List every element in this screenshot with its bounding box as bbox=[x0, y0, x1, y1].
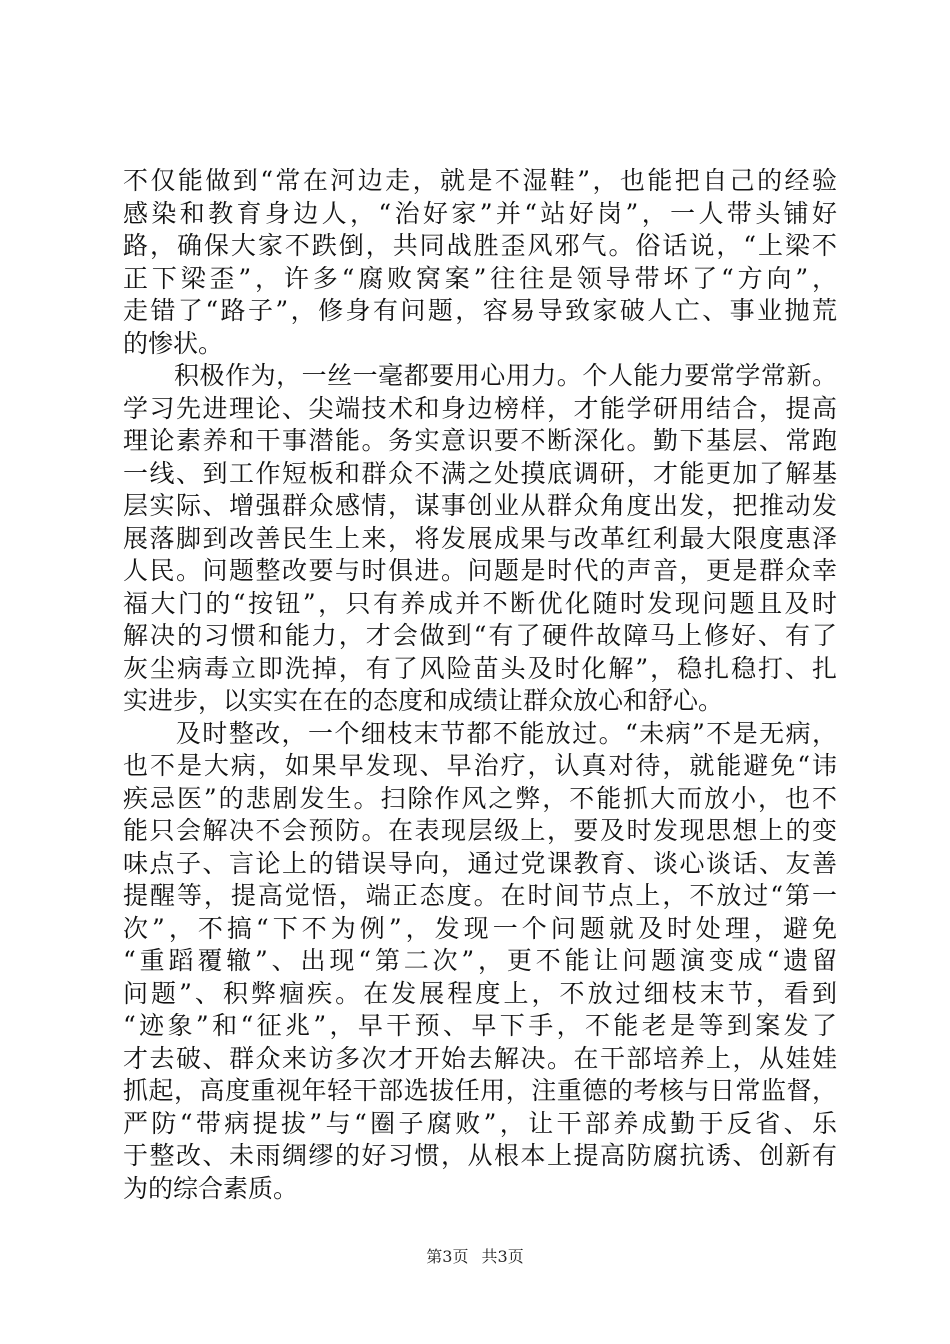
text-line: 也不是大病，如果早发现、早治疗，认真对待，就能避免“讳 bbox=[123, 751, 837, 780]
text-line: 味点子、言论上的错误导向，通过党课教育、谈心谈话、友善 bbox=[123, 848, 837, 878]
text-line: 严防“带病提拔”与“圈子腐败”，让干部养成勤于反省、乐 bbox=[123, 1108, 837, 1138]
text-line: 展落脚到改善民生上来，将发展成果与改革红利最大限度惠泽 bbox=[123, 523, 837, 553]
text-line: 的惨状。 bbox=[123, 328, 224, 358]
text-line: “迹象”和“征兆”，早干预、早下手，不能老是等到案发了 bbox=[123, 1011, 837, 1040]
page-number: 第3页 bbox=[426, 1247, 469, 1266]
text-line: 问题”、积弊痼疾。在发展程度上，不放过细枝末节，看到 bbox=[123, 978, 837, 1008]
text-line: 正下梁歪”，许多“腐败窝案”往往是领导带坏了“方向”， bbox=[123, 263, 837, 293]
text-line: 抓起，高度重视年轻干部选拔任用，注重德的考核与日常监督， bbox=[123, 1076, 837, 1105]
text-line: 次”，不搞“下不为例”，发现一个问题就及时处理，避免 bbox=[123, 913, 837, 943]
text-line: 路，确保大家不跌倒，共同战胜歪风邪气。俗话说，“上梁不 bbox=[123, 231, 837, 260]
page-total: 共3页 bbox=[481, 1247, 524, 1266]
text-line: 福大门的“按钮”，只有养成并不断优化随时发现问题且及时 bbox=[123, 588, 837, 618]
text-line: 解决的习惯和能力，才会做到“有了硬件故障马上修好、有了 bbox=[123, 621, 837, 650]
text-line: 及时整改，一个细枝末节都不能放过。“未病”不是无病， bbox=[123, 718, 837, 748]
text-line: 于整改、未雨绸缪的好习惯，从根本上提高防腐抗诱、创新有 bbox=[123, 1141, 837, 1170]
text-line: 积极作为，一丝一毫都要用心用力。个人能力要常学常新。 bbox=[123, 361, 837, 390]
document-body bbox=[123, 165, 837, 1205]
text-line: 走错了“路子”，修身有问题，容易导致家破人亡、事业抛荒 bbox=[123, 296, 837, 325]
text-line: 疾忌医”的悲剧发生。扫除作风之弊，不能抓大而放小，也不 bbox=[123, 783, 837, 813]
text-line: 灰尘病毒立即洗掉，有了风险苗头及时化解”，稳扎稳打、扎 bbox=[123, 653, 837, 683]
text-line: 理论素养和干事潜能。务实意识要不断深化。勤下基层、常跑 bbox=[123, 426, 837, 455]
text-line: 人民。问题整改要与时俱进。问题是时代的声音，更是群众幸 bbox=[123, 556, 837, 585]
text-line: 才去破、群众来访多次才开始去解决。在干部培养上，从娃娃 bbox=[123, 1043, 837, 1073]
text-line: 为的综合素质。 bbox=[123, 1173, 299, 1203]
text-line: 一线、到工作短板和群众不满之处摸底调研，才能更加了解基 bbox=[123, 458, 837, 488]
text-line: 感染和教育身边人，“治好家”并“站好岗”，一人带头铺好 bbox=[123, 198, 837, 228]
text-line: 学习先进理论、尖端技术和身边榜样，才能学研用结合，提高 bbox=[123, 393, 837, 423]
text-line: 能只会解决不会预防。在表现层级上，要及时发现思想上的变 bbox=[123, 816, 837, 845]
text-line: 不仅能做到“常在河边走，就是不湿鞋”，也能把自己的经验 bbox=[123, 166, 837, 195]
text-line: 层实际、增强群众感情，谋事创业从群众角度出发，把推动发 bbox=[123, 491, 837, 520]
text-line: “重蹈覆辙”、出现“第二次”，更不能让问题演变成“遗留 bbox=[123, 946, 837, 975]
text-line: 提醒等，提高觉悟，端正态度。在时间节点上，不放过“第一 bbox=[123, 881, 837, 910]
page-footer bbox=[0, 1247, 950, 1267]
text-line: 实进步，以实实在在的态度和成绩让群众放心和舒心。 bbox=[123, 686, 724, 715]
